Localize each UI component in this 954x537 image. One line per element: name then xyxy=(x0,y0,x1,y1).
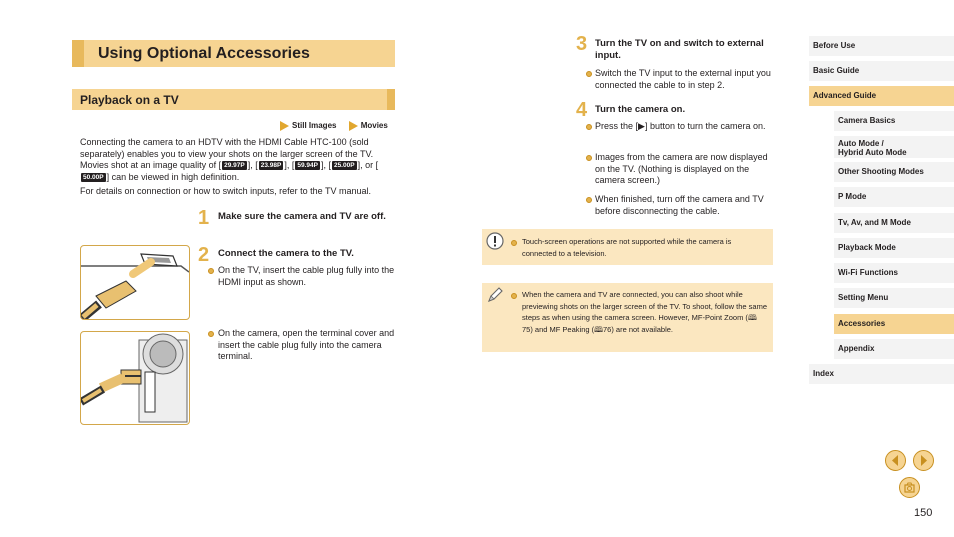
nav-wifi-functions[interactable]: Wi-Fi Functions xyxy=(834,263,954,283)
step-title-2: Connect the camera to the TV. xyxy=(218,248,354,259)
shooting-type-tags xyxy=(280,121,398,131)
step-number-3: 3 xyxy=(576,33,588,55)
step-number-1: 1 xyxy=(198,207,210,229)
movie-quality-icon: 50.00P xyxy=(83,173,104,181)
intro-paragraph: Connecting the camera to an HDTV with the HDMI Cable HTC-100 (sold separately) enables you to view your shots on the larger screen of the TV. Movies shot at an image quality of [ 29.97P ], [ 23.98P ], [ 59.94P ], [ 25.00P ], or [50.00P ] can be viewed in high definition. xyxy=(80,137,379,182)
caution-text: Touch-screen operations are not supported while the camera is connected to a television. xyxy=(522,237,732,258)
nav-advanced-guide[interactable]: Advanced Guide xyxy=(809,86,954,106)
page-ref-76[interactable]: 76 xyxy=(602,324,612,334)
nav-other-shooting-modes[interactable]: Other Shooting Modes xyxy=(834,162,954,182)
step-title-3: Turn the TV on and switch to external input. xyxy=(595,38,764,61)
movies-tag: Movies xyxy=(349,121,388,130)
movie-quality-icon: 23.98P xyxy=(260,162,282,170)
tv-hdmi-illustration xyxy=(80,245,190,320)
section-accent xyxy=(387,89,395,110)
title-accent xyxy=(72,40,84,67)
movie-quality-icons: 29.97P ], [ 23.98P ], [ 59.94P ], [ 25.00P ], or [50.00P xyxy=(83,160,379,181)
hdmi-cable-icon xyxy=(81,246,189,319)
bullet-icon xyxy=(208,268,214,274)
bullet-icon xyxy=(511,240,517,246)
nav-basic-guide[interactable]: Basic Guide xyxy=(809,61,954,81)
bullet-icon xyxy=(586,124,592,130)
nav-tv-av-m-mode[interactable]: Tv, Av, and M Mode xyxy=(834,213,954,233)
section-title: Playback on a TV xyxy=(80,93,179,107)
nav-accessories[interactable]: Accessories xyxy=(834,314,954,334)
camera-icon xyxy=(81,332,189,424)
page-ref-75[interactable]: 75 xyxy=(522,324,531,334)
arrow-left-icon xyxy=(886,451,905,470)
nav-auto-mode[interactable]: Auto Mode / Hybrid Auto Mode xyxy=(834,136,954,158)
nav-index[interactable]: Index xyxy=(809,364,954,384)
next-page-button[interactable] xyxy=(913,450,934,471)
step-title-1: Make sure the camera and TV are off. xyxy=(218,211,386,222)
section-bar xyxy=(72,89,395,110)
bullet-icon xyxy=(586,197,592,203)
step-title-4: Turn the camera on. xyxy=(595,104,686,115)
step-2-bullet-2: On the camera, open the terminal cover and insert the cable plug fully into the camera terminal. xyxy=(218,328,395,361)
movie-quality-icon: 29.97P xyxy=(224,162,245,170)
step-4-bullet-1: Press the [▶] button to turn the camera on. xyxy=(595,121,766,131)
page-number: 150 xyxy=(914,507,933,519)
book-ref-icon: 🕮 xyxy=(594,324,603,334)
caution-box xyxy=(482,229,773,265)
home-icon xyxy=(900,478,919,497)
bullet-icon xyxy=(586,155,592,161)
arrow-right-icon xyxy=(914,451,933,470)
nav-appendix[interactable]: Appendix xyxy=(834,339,954,359)
page-title-bar xyxy=(72,40,395,67)
triangle-icon xyxy=(349,121,358,131)
bullet-icon xyxy=(208,331,214,337)
still-images-tag: Still Images xyxy=(280,121,336,130)
nav-camera-basics[interactable]: Camera Basics xyxy=(834,111,954,131)
step-4-bullet-2: Images from the camera are now displayed on the TV. (Nothing is displayed on the camera screen.) xyxy=(595,152,768,185)
step-number-2: 2 xyxy=(198,244,210,266)
book-ref-icon: 🕮 xyxy=(747,313,757,322)
camera-terminal-illustration xyxy=(80,331,190,425)
step-number-4: 4 xyxy=(576,99,588,121)
step-2-bullet-1: On the TV, insert the cable plug fully into the HDMI input as shown. xyxy=(218,265,395,287)
caution-icon xyxy=(486,232,504,250)
bullet-icon xyxy=(586,71,592,77)
step-4-bullet-3: When finished, turn off the camera and TV before disconnecting the cable. xyxy=(595,194,764,216)
triangle-icon xyxy=(280,121,289,131)
note-text: When the camera and TV are connected, you can also shoot while previewing shots on the larger screen of the TV. To shoot, follow the same steps as when using the camera screen. However, MF-Point Zoom (🕮75) and MF Peaking (🕮76) are not available. xyxy=(522,290,768,334)
prev-page-button[interactable] xyxy=(885,450,906,471)
pencil-icon xyxy=(486,286,504,304)
note-box xyxy=(482,283,773,352)
nav-playback-mode[interactable]: Playback Mode xyxy=(834,238,954,258)
nav-setting-menu[interactable]: Setting Menu xyxy=(834,288,954,308)
movie-quality-icon: 25.00P xyxy=(333,162,355,170)
page-title: Using Optional Accessories xyxy=(98,45,310,62)
bullet-icon xyxy=(511,293,517,299)
movie-quality-icon: 59.94P xyxy=(297,162,318,170)
home-button[interactable] xyxy=(899,477,920,498)
intro-note: For details on connection or how to switch inputs, refer to the TV manual. xyxy=(80,186,371,196)
nav-p-mode[interactable]: P Mode xyxy=(834,187,954,207)
step-3-bullet-1: Switch the TV input to the external input you connected the cable to in step 2. xyxy=(595,68,771,90)
nav-before-use[interactable]: Before Use xyxy=(809,36,954,56)
